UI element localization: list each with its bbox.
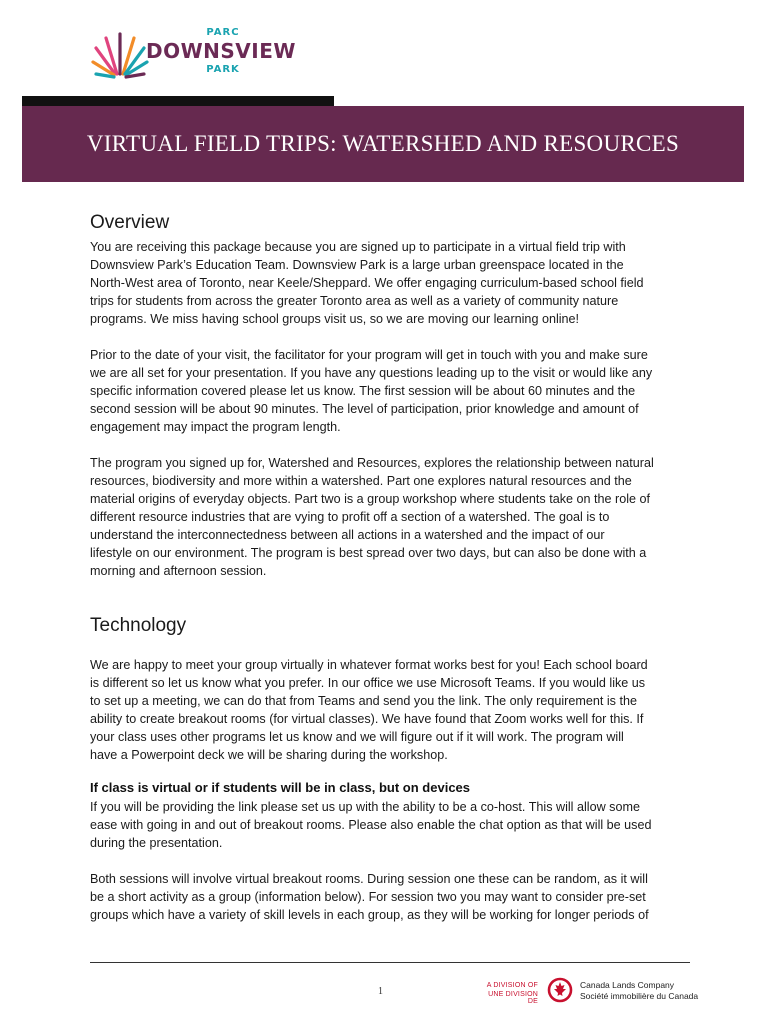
technology-paragraph-2 — [90, 798, 682, 852]
technology-paragraph-3 — [90, 870, 682, 924]
text-line: your class uses other programs let us know and we will figure out if it will work. The program will — [90, 730, 624, 744]
overview-paragraph-1 — [90, 238, 682, 328]
technology-subheading: If class is virtual or if students will be in class, but on devices — [90, 780, 471, 795]
text-line: The program you signed up for, Watershed and Resources, explores the relationship between natural — [90, 456, 654, 470]
text-line: different resource industries that are vying to profit off a section of a watershed. The goal is to — [90, 510, 610, 524]
document-title: VIRTUAL FIELD TRIPS: WATERSHED AND RESOURCES — [86, 131, 680, 156]
header-accent-bar — [22, 96, 334, 106]
text-line: morning and afternoon session. — [90, 564, 267, 578]
division-label-en: A DIVISION OF — [486, 982, 538, 989]
text-line: ease with going in and out of breakout rooms. Please also enable the chat option as that will be used — [90, 818, 652, 832]
text-line: trips for students from across the greater Toronto area as well as a variety of community nature — [90, 294, 619, 308]
overview-heading: Overview — [90, 212, 170, 233]
overview-paragraph-3 — [90, 454, 682, 580]
overview-paragraph-2 — [90, 346, 682, 436]
firework-logo-icon — [90, 22, 150, 82]
text-line: we are all set for your presentation. If you have any questions leading up to the visit or would like any — [90, 366, 653, 380]
text-line: material origins of everyday objects. Part two is a group workshop where students take on the role of — [90, 492, 651, 506]
text-line: to set up a meeting, we can do that from Teams and send you the link. The only requirement is the — [90, 694, 637, 708]
text-line: programs. We miss having school groups visit us, so we are moving our learning online! — [90, 312, 580, 326]
text-line: Prior to the date of your visit, the facilitator for your program will get in touch with you and make sure — [90, 348, 648, 362]
text-line: North-West area of Toronto, near Keele/Sheppard. We offer engaging curriculum-based school field — [90, 276, 644, 290]
company-name-fr: Société immobilière du Canada — [580, 991, 699, 1001]
text-line: groups which have a variety of skill levels in each group, as they will be working for longer periods of — [90, 908, 649, 922]
downsview-park-logo — [90, 22, 296, 82]
text-line: second session will be about 90 minutes. The level of participation, prior knowledge and amount of — [90, 402, 639, 416]
title-banner — [22, 106, 744, 182]
text-line: lifestyle on our environment. The program is best spread over two days, but can also be done with a — [90, 546, 647, 560]
text-line: You are receiving this package because you are signed up to participate in a virtual field trip with — [90, 240, 626, 254]
company-name-en: Canada Lands Company — [580, 980, 675, 990]
text-line: Both sessions will involve virtual breakout rooms. During session one these can be random, as it will — [90, 872, 648, 886]
text-line: Downsview Park’s Education Team. Downsview Park is a large urban greenspace located in the — [90, 258, 624, 272]
logo-text-downsview: DOWNSVIEW — [146, 39, 296, 63]
text-line: have a Powerpoint deck we will be sharing during the workshop. — [90, 748, 448, 762]
text-line: resources, biodiversity and more within a watershed. Part one explores natural resources and the — [90, 474, 632, 488]
technology-paragraph-1 — [90, 656, 682, 764]
text-line: specific information covered please let us know. The first session will be about 60 minutes and the — [90, 384, 636, 398]
text-line: If you will be providing the link please set us up with the ability to be a co-host. This will allow some — [90, 800, 640, 814]
footer-divider — [90, 962, 690, 963]
text-line: ability to create breakout rooms (for virtual classes). We have found that Zoom works well for this. If — [90, 712, 644, 726]
maple-leaf-icon — [546, 976, 574, 1004]
logo-text-parc: PARC — [206, 27, 240, 38]
text-line: understand the interconnectedness between all actions in a watershed and the impact of our — [90, 528, 605, 542]
page-number: 1 — [378, 986, 383, 997]
text-line: We are happy to meet your group virtually in whatever format works best for you! Each school board — [90, 658, 648, 672]
text-line: engagement may impact the program length. — [90, 420, 341, 434]
text-line: is different so let us know what you prefer. In our office we use Microsoft Teams. If you would like us — [90, 676, 646, 690]
text-line: be a short activity as a group (information below). For session two you may want to consider pre-set — [90, 890, 646, 904]
logo-text-park: PARK — [206, 64, 240, 75]
division-label-fr: UNE DIVISION DE — [488, 991, 538, 1005]
text-line: during the presentation. — [90, 836, 223, 850]
canada-lands-company-logo — [476, 976, 706, 1008]
technology-heading: Technology — [90, 615, 187, 636]
